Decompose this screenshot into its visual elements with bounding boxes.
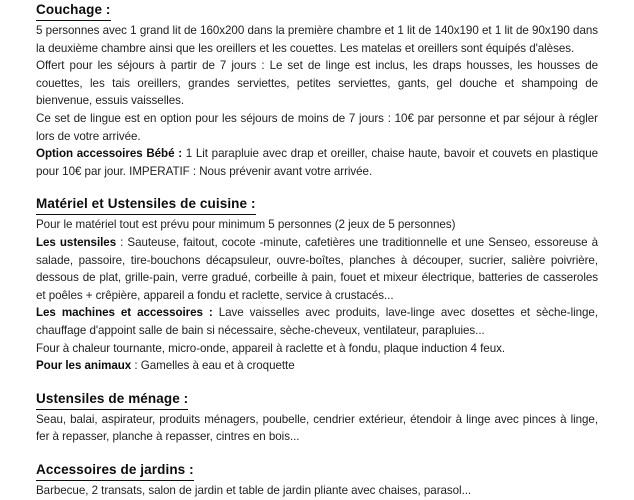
paragraph-couchage-baby-option	[36, 145, 598, 180]
paragraph-cuisine-utensils	[36, 234, 598, 304]
section-accessoires-jardins	[36, 460, 598, 500]
lead-body-pets: : Gamelles à eau et à croquette	[131, 359, 295, 373]
section-ustensiles-menage	[36, 389, 598, 446]
section-heading-ustensiles-menage	[36, 389, 598, 410]
paragraph-cuisine-intro: Pour le matériel tout est prévu pour minimum 5 personnes (2 jeux de 5 personnes)	[36, 218, 456, 232]
paragraph-cuisine-pets	[36, 357, 598, 375]
lead-label-machines: Les machines et accessoires :	[36, 306, 213, 320]
section-couchage	[36, 0, 598, 180]
section-materiel-cuisine	[36, 194, 598, 374]
lead-label-baby-option: Option accessoires Bébé :	[36, 147, 183, 161]
heading-underline-text: Accessoires de jardins :	[36, 460, 194, 481]
paragraph-cuisine-appliances: Four à chaleur tournante, micro-onde, appareil à raclette et à fondu, plaque induction 4 feux.	[36, 341, 506, 355]
section-heading-couchage	[36, 0, 598, 21]
lead-body-utensils: : Sauteuse, faitout, cocote -minute, cafetières une traditionnelle et une Senseo, essoreuse à salade, passoire, tire-bouchons décapsuleur, ouvre-boîtes, planches à découper, sucrier, salière poivrière, dessous de plat, grille-pain, verre gradué, corbeille à pain, fouet et mixeur électrique, batteries de casseroles et poêles + crêpière, appareil a fondu et raclette, service à crustacés...	[36, 235, 598, 302]
document-body	[36, 0, 598, 499]
lead-body-baby-option: 1 Lit parapluie avec drap et oreiller, chaise haute, bavoir et couvets en plastique pour 10€ par jour. IMPERATIF : Nous prévenir avant votre arrivée.	[36, 147, 599, 178]
paragraph-cuisine-machines	[36, 304, 598, 339]
section-heading-materiel-cuisine	[36, 194, 598, 215]
paragraph-couchage-beds: 5 personnes avec 1 grand lit de 160x200 dans la première chambre et 1 lit de 140x190 et 1 lit de 90x190 dans la deuxième chambre ainsi que les oreillers et les couettes. Les matelas et oreillers sont équipés d'alèses.	[36, 24, 598, 55]
heading-underline-text: Ustensiles de ménage :	[36, 389, 188, 410]
lead-label-pets: Pour les animaux	[36, 359, 132, 373]
section-heading-accessoires-jardins	[36, 460, 598, 481]
heading-underline-text: Couchage :	[36, 0, 111, 21]
paragraph-couchage-linen-option: Ce set de lingue est en option pour les séjours de moins de 7 jours : 10€ par personne et par séjour à régler lors de votre arrivée.	[36, 111, 598, 143]
paragraph-menage-items: Seau, balai, aspirateur, produits ménagers, poubelle, cendrier extérieur, étendoir à linge avec pinces à linge, fer à repasser, planche à repasser, cintres en bois...	[36, 412, 598, 444]
paragraph-jardins-items: Barbecue, 2 transats, salon de jardin et table de jardin pliante avec chaises, parasol...	[36, 483, 472, 497]
lead-label-utensils: Les ustensiles	[36, 235, 117, 249]
heading-underline-text: Matériel et Ustensiles de cuisine :	[36, 194, 256, 215]
paragraph-couchage-linen-included: Offert pour les séjours à partir de 7 jours : Le set de linge est inclus, les draps housses, les housses de couettes, les tais oreillers, grandes serviettes, petites serviettes, gants, gel douche et shampoing de bienvenue, essuis vaisselles.	[36, 59, 598, 108]
lead-body-machines: Lave vaisselles avec produits, lave-linge avec dosettes et sèche-linge, chauffage d'appoint salle de bain si nécessaire, sèche-cheveux, ventilateur, parapluies...	[36, 306, 598, 337]
